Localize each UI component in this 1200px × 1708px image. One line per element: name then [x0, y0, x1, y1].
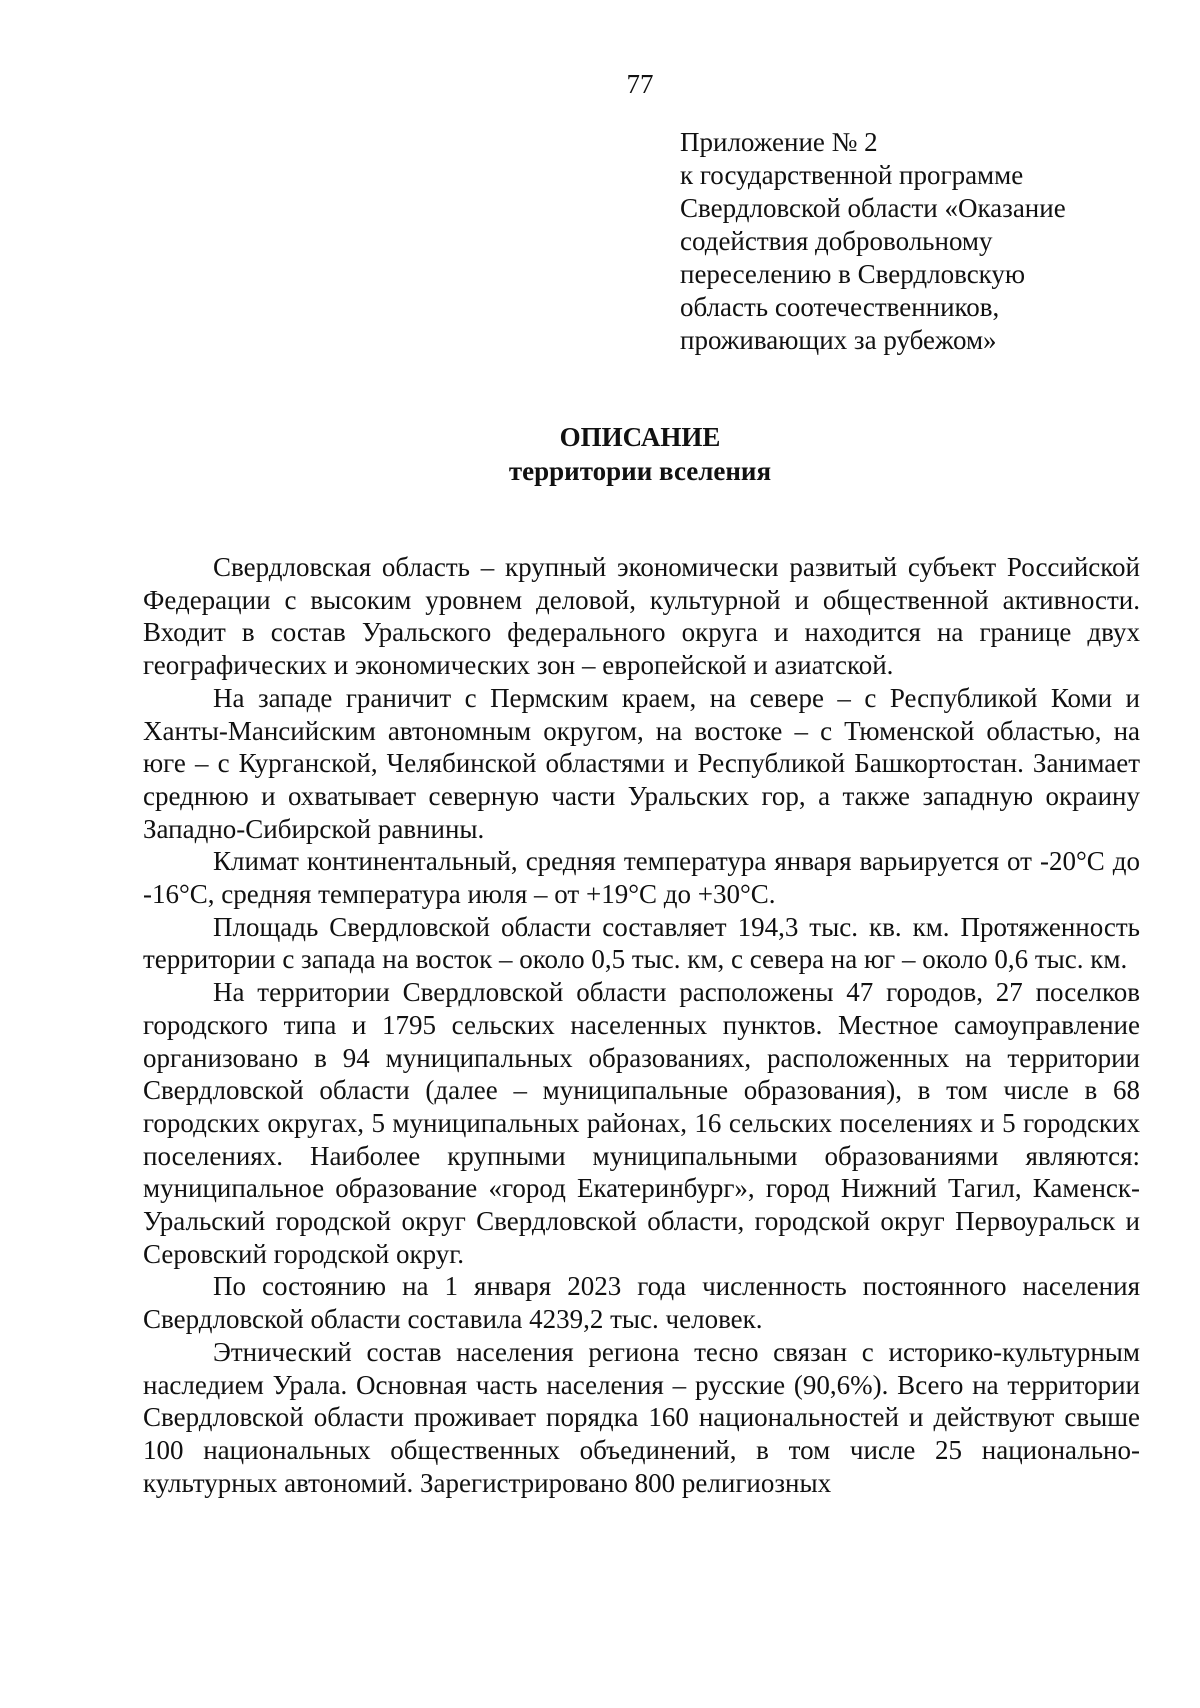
appendix-line: к государственной программе — [680, 160, 1024, 190]
paragraph: На территории Свердловской области расположены 47 городов, 27 поселков городского типа и 1795 сельских населенных пунктов. Местное самоуправление организовано в 94 муниципальных образованиях, расположенных на территории Свердловской области (далее – муниципальные образования), в том числе в 68 городских округах, 5 муниципальных районах, 16 сельских поселениях и 5 городских поселениях. Наиболее крупными муниципальными образованиями являются: муниципальное образование «город Екатеринбург», город Нижний Тагил, Каменск-Уральский городской округ Свердловской области, городской округ Первоуральск и Серовский городской округ. — [143, 977, 1140, 1269]
appendix-header — [680, 126, 1120, 357]
body-text — [143, 551, 1140, 1499]
appendix-line: Приложение № 2 — [680, 127, 878, 157]
paragraph: Площадь Свердловской области составляет 194,3 тыс. кв. км. Протяженность территории с запада на восток – около 0,5 тыс. км, с севера на юг – около 0,6 тыс. км. — [143, 911, 1140, 975]
paragraph: По состоянию на 1 января 2023 года численность постоянного населения Свердловской области составила 4239,2 тыс. человек. — [143, 1271, 1140, 1335]
appendix-line: область соотечественников, — [680, 292, 1000, 322]
appendix-line: проживающих за рубежом» — [680, 325, 997, 355]
paragraph: Климат континентальный, средняя температура января варьируется от -20°C до -16°C, средняя температура июля – от +19°C до +30°C. — [143, 846, 1140, 910]
appendix-line: переселению в Свердловскую — [680, 259, 1026, 289]
page-number: 77 — [626, 69, 654, 99]
paragraph: Свердловская область – крупный экономически развитый субъект Российской Федерации с высоким уровнем деловой, культурной и общественной активности. Входит в состав Уральского федерального округа и находится на границе двух географических и экономических зон – европейской и азиатской. — [143, 552, 1140, 681]
title-line-2: территории вселения — [508, 456, 772, 486]
paragraph: На западе граничит с Пермским краем, на севере – с Республикой Коми и Ханты-Мансийским автономным округом, на востоке – с Тюменской областью, на юге – с Курганской, Челябинской областями и Республикой Башкортостан. Занимает среднюю и охватывает северную части Уральских гор, а также западную окраину Западно-Сибирской равнины. — [143, 682, 1140, 844]
appendix-line: Свердловской области «Оказание — [680, 193, 1066, 223]
title-line-1: ОПИСАНИЕ — [559, 422, 721, 452]
appendix-line: содействия добровольному — [680, 226, 993, 256]
paragraph: Этнический состав населения региона тесно связан с историко-культурным наследием Урала. Основная часть населения – русские (90,6%). Всего на территории Свердловской области проживает порядка 160 национальностей и действуют свыше 100 национальных общественных объединений, в том числе 25 национально-культурных автономий. Зарегистрировано 800 религиозных — [143, 1336, 1140, 1498]
document-title — [0, 420, 1200, 488]
